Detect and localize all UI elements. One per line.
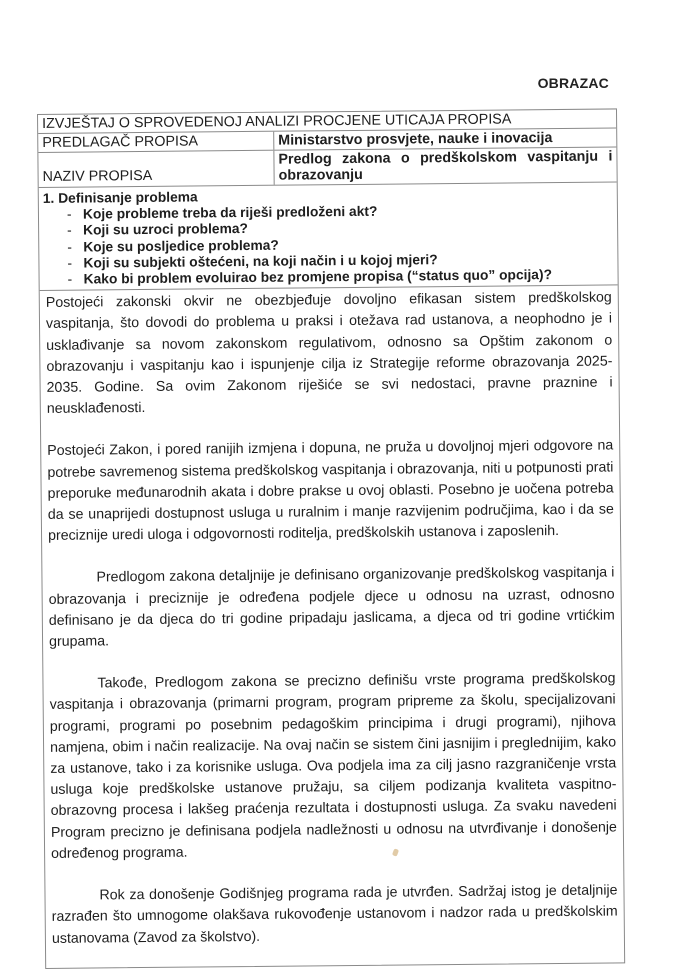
section-body <box>40 286 624 968</box>
question-item: - Koji su subjekti oštećeni, na koji način i u kojoj mjeri? <box>67 250 613 271</box>
section-problem-definition <box>39 182 618 290</box>
section-heading-row <box>39 182 618 291</box>
question-item: - Kako bi problem evoluirao bez promjene propisa (“status quo” opcija)? <box>68 266 614 287</box>
section-body-row <box>40 286 624 968</box>
regulation-name-label-text: NAZIV PROPISA <box>42 167 153 185</box>
question-item: - Koje su posljedice problema? <box>67 234 613 255</box>
proposer-value: Ministarstvo prosvjete, nauke i inovacija <box>278 130 553 149</box>
form-label: OBRAZAC <box>537 75 609 91</box>
report-title: IZVJEŠTAJ O SPROVEDENOJ ANALIZI PROCJENE UTICAJA PROPISA <box>42 111 512 132</box>
paragraph: Rok za donošenje Godišnjeg programa rada je utvrđen. Sadržaj istog je detaljnije razrađen što umnogome olakšava rukovođenje ustanovom i nadzor rada u predškolskim ustanovama (Zavod za školstvo). <box>51 882 618 947</box>
paragraph: Postojeći zakonski okvir ne obezbjeđuje dovoljno efikasan sistem predškolskog vaspitanja, što dovodi do problema u praksi i otežava rad ustanova, a neophodno je i usklađivanje sa novom zakonskom regulativom, odnosno sa Opštim zakonom o obrazovanju i vaspitanju kao i ispunjenje cilja iz Strategije reforme obrazovanja 2025-2035. Godine. Sa ovim Zakonom riješiće se svi nedostaci, pravne praznine i neusklađenosti. <box>45 289 613 418</box>
section-heading: 1. Definisanje problema <box>42 189 198 206</box>
question-list <box>43 202 614 288</box>
question-item: - Koje probleme treba da riješi predloženi akt? <box>67 202 613 223</box>
paragraph: Predlogom zakona detaljnije je definisano organizovanje predškolskog vaspitanja i obrazovanja i preciznije je određena podjele djece u odnosu na uzrast, odnosno definisano je da djeca do tri godine pripadaju jaslicama, a djeca od tri godine vrtićkim grupama. <box>48 564 615 650</box>
paragraph: Takođe, Predlogom zakona se precizno definišu vrste programa predškolskog vaspitanja i obrazovanja (primarni program, program pripreme za školu, specijalizovani programi, programi po posebnim pedagoškim principima i drugi programi), njihova namjena, obim i način realizacije. Na ovaj način se sistem čini jasnijim i preglednijim, kako za ustanove, tako i za korisnike usluga. Ova podjela ima za cilj jasno razgraničenje vrsta usluga koje predškolske ustanove pružaju, sa ciljem podizanja kvaliteta vaspitno-obrazovng procesa i lakšeg praćenja rezultata i dostupnosti usluga. Za svaku navedeni Program precizno je definisana podjela nadležnosti u odnosu na utvrđivanje i donošenje određenog programa. <box>49 670 617 862</box>
table-row-regulation-name <box>38 147 616 188</box>
regulation-name-label <box>38 151 274 187</box>
regulation-name-value: Predlog zakona o predškolskom vaspitanju i obrazovanju <box>278 148 613 184</box>
impact-assessment-table <box>37 108 625 968</box>
proposer-label: PREDLAGAČ PROPISA <box>38 132 274 152</box>
paragraph: Postojeći Zakon, i pored ranijih izmjena i dopuna, ne pruža u dovoljnoj mjeri odgovore na potrebe savremenog sistema predškolskog vaspitanja i obrazovanja, niti u potpunosti prati preporuke međunarodnih akata i dobre prakse u ovoj oblasti. Posebno je uočena potreba da se unaprijedi dostupnost usluga u ruralnim i manje razvijenim područjima, kao i da se preciznije uredi uloga i odgovornosti roditelja, predškolskih ustanova i zaposlenih. <box>47 437 614 545</box>
question-item: - Koji su uzroci problema? <box>67 218 613 239</box>
